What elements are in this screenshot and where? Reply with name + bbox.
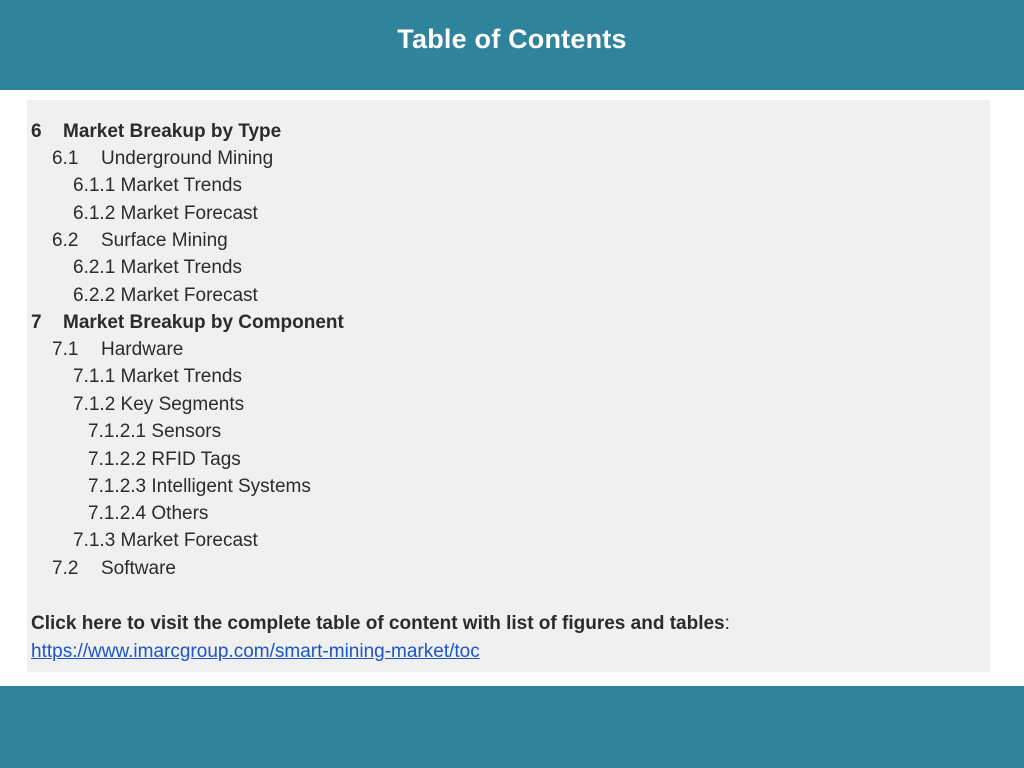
toc-number: 6.2.2 — [73, 285, 116, 306]
toc-label: Sensors — [151, 421, 222, 442]
toc-label: Market Forecast — [120, 285, 258, 306]
toc-number: 6.1.1 — [73, 175, 116, 196]
toc-item — [73, 175, 242, 197]
toc-label: Market Trends — [120, 257, 242, 278]
toc-label: Others — [151, 503, 209, 524]
toc-item — [88, 503, 208, 525]
toc-item — [31, 312, 344, 334]
toc-label: Intelligent Systems — [151, 476, 311, 497]
toc-number: 6.2 — [52, 230, 79, 251]
toc-label: Hardware — [101, 339, 184, 360]
toc-number: 7.1.3 — [73, 530, 116, 551]
toc-number: 7.2 — [52, 558, 79, 579]
toc-item — [88, 476, 311, 498]
toc-item — [31, 121, 281, 143]
toc-label: Market Forecast — [120, 530, 258, 551]
toc-number: 7 — [31, 312, 42, 333]
toc-item — [73, 530, 258, 552]
toc-label: Surface Mining — [101, 230, 228, 251]
footer-bar — [0, 686, 1024, 768]
cta-label: Click here to visit the complete table of content with list of figures and tables — [31, 613, 725, 634]
toc-number: 6.2.1 — [73, 257, 116, 278]
toc-item — [52, 558, 176, 580]
toc-item — [52, 230, 228, 252]
page-title: Table of Contents — [397, 24, 627, 54]
toc-number: 7.1.2.1 — [88, 421, 147, 442]
toc-item — [52, 148, 273, 170]
toc-label: Market Breakup by Type — [63, 121, 282, 142]
toc-number: 7.1.1 — [73, 366, 116, 387]
toc-label: Software — [101, 558, 176, 579]
toc-item — [73, 257, 242, 279]
toc-number: 6.1.2 — [73, 203, 116, 224]
toc-number: 6.1 — [52, 148, 79, 169]
toc-number: 7.1.2.2 — [88, 449, 147, 470]
toc-number: 7.1.2.4 — [88, 503, 147, 524]
toc-label: Market Trends — [120, 366, 242, 387]
toc-link[interactable]: https://www.imarcgroup.com/smart-mining-market/toc — [31, 641, 480, 662]
toc-item — [52, 339, 183, 361]
toc-label: Underground Mining — [101, 148, 274, 169]
cta-text — [31, 613, 730, 635]
toc-label: Key Segments — [120, 394, 245, 415]
toc-item — [88, 421, 221, 443]
toc-label: Market Forecast — [120, 203, 258, 224]
toc-item — [73, 285, 258, 307]
toc-item — [73, 203, 258, 225]
toc-number: 7.1.2.3 — [88, 476, 147, 497]
cta-colon: : — [724, 613, 730, 634]
toc-number: 6 — [31, 121, 42, 142]
toc-label: Market Trends — [120, 175, 242, 196]
toc-item — [73, 366, 242, 388]
toc-item — [88, 449, 241, 471]
toc-label: RFID Tags — [151, 449, 241, 470]
toc-number: 7.1.2 — [73, 394, 116, 415]
toc-item — [73, 394, 244, 416]
toc-label: Market Breakup by Component — [63, 312, 344, 333]
header-bar — [0, 0, 1024, 90]
toc-number: 7.1 — [52, 339, 79, 360]
